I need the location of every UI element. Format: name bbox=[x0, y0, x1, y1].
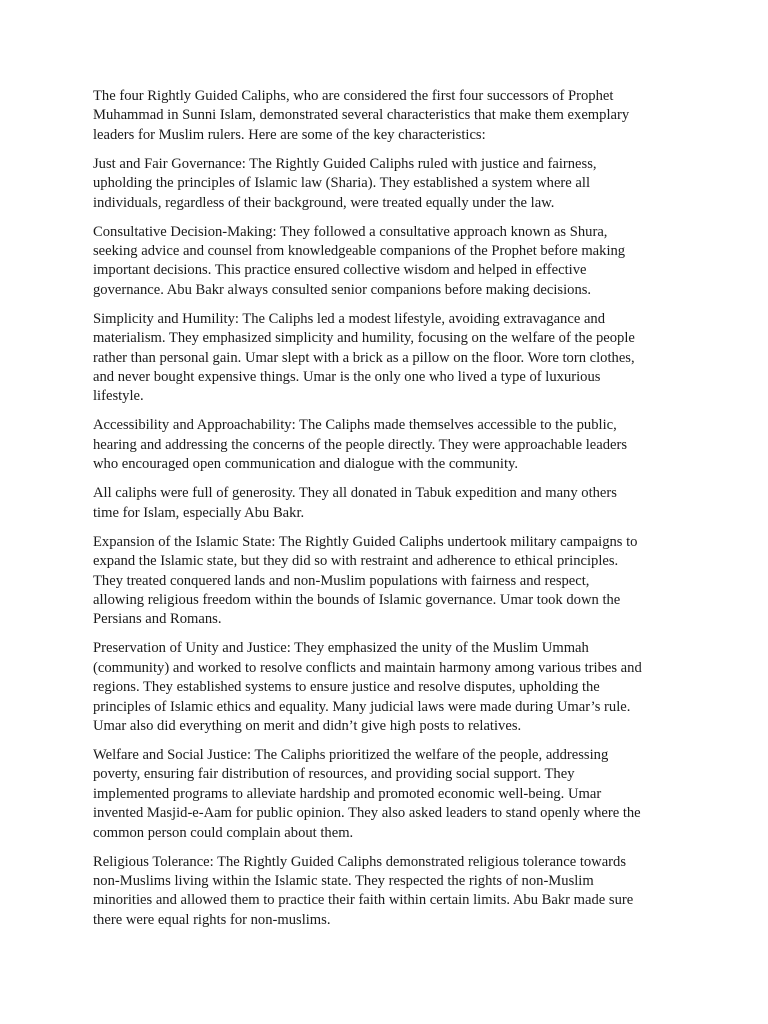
paragraph-welfare-social-justice: Welfare and Social Justice: The Caliphs prioritized the welfare of the people, addressing poverty, ensuring fair distribution of resources, and providing social support. They implemented programs to alleviate hardship and promoted economic well-being. Umar invented Masjid-e-Aam for public opinion. They also asked leaders to stand openly where the common person could complain about them. bbox=[93, 746, 641, 841]
paragraph-simplicity-humility: Simplicity and Humility: The Caliphs led a modest lifestyle, avoiding extravagance and materialism. They emphasized simplicity and humility, focusing on the welfare of the people rather than personal gain. Umar slept with a brick as a pillow on the floor. Wore torn clothes, and never bought expensive things. Umar is the only one who lived a type of luxurious lifestyle. bbox=[93, 310, 635, 405]
paragraph-generosity: All caliphs were full of generosity. They all donated in Tabuk expedition and many others time for Islam, especially Abu Bakr. bbox=[93, 485, 617, 521]
paragraph-accessibility-approachability: Accessibility and Approachability: The Caliphs made themselves accessible to the public, hearing and addressing the concerns of the people directly. They were approachable leaders who encouraged open communication and dialogue with the community. bbox=[93, 417, 628, 473]
paragraph-unity-justice: Preservation of Unity and Justice: They emphasized the unity of the Muslim Ummah (community) and worked to resolve conflicts and maintain harmony among various tribes and regions. They established systems to ensure justice and resolve disputes, upholding the principles of Islamic ethics and equality. Many judicial laws were made during Umar’s rule. Umar also did everything on merit and didn’t give high posts to relatives. bbox=[93, 640, 642, 734]
paragraph-just-fair-governance: Just and Fair Governance: The Rightly Guided Caliphs ruled with justice and fairness, upholding the principles of Islamic law (Sharia). They established a system where all individuals, regardless of their background, were treated equally under the law. bbox=[93, 155, 597, 211]
paragraph-religious-tolerance: Religious Tolerance: The Rightly Guided Caliphs demonstrated religious tolerance towards non-Muslims living within the Islamic state. They respected the rights of non-Muslim minorities and allowed them to practice their faith within certain limits. Abu Bakr made sure there were equal rights for non-muslims. bbox=[93, 853, 634, 928]
document-body bbox=[93, 87, 683, 940]
intro-paragraph: The four Rightly Guided Caliphs, who are considered the first four successors of Prophet Muhammad in Sunni Islam, demonstrated several characteristics that make them exemplary leaders for Muslim rulers. Here are some of the key characteristics: bbox=[93, 88, 630, 143]
paragraph-expansion-islamic-state: Expansion of the Islamic State: The Rightly Guided Caliphs undertook military campaigns to expand the Islamic state, but they did so with restraint and adherence to ethical principles. They treated conquered lands and non-Muslim populations with fairness and respect, allowing religious freedom within the bounds of Islamic governance. Umar took down the Persians and Romans. bbox=[93, 533, 638, 628]
paragraph-consultative-decision-making: Consultative Decision-Making: They followed a consultative approach known as Shura, seeking advice and counsel from knowledgeable companions of the Prophet before making important decisions. This practice ensured collective wisdom and helped in effective governance. Abu Bakr always consulted senior companions before making decisions. bbox=[93, 223, 626, 298]
